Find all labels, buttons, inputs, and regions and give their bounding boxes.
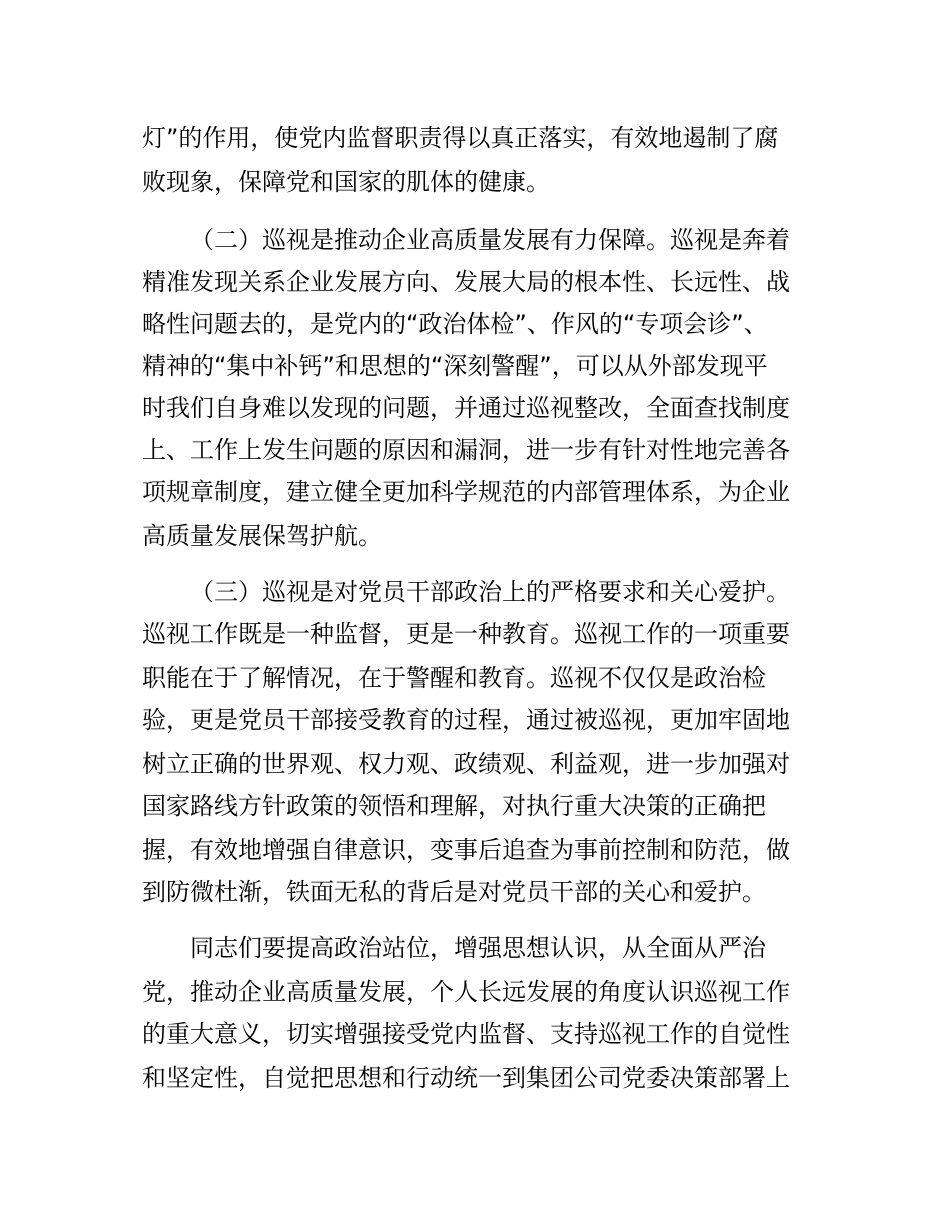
text-line: 巡视工作既是一种监督，更是一种教育。巡视工作的一项重要 (142, 620, 790, 648)
text-line: 的重大意义，切实增强接受党内监督、支持巡视工作的自觉性 (142, 1020, 790, 1048)
text-line: 败现象，保障党和国家的肌体的健康。 (142, 168, 550, 196)
text-line: 职能在于了解情况，在于警醒和教育。巡视不仅仅是政治检 (142, 664, 766, 692)
text-line: 上、工作上发生问题的原因和漏洞，进一步有针对性地完善各 (142, 436, 790, 464)
text-line: 党，推动企业高质量发展，个人长远发展的角度认识巡视工作 (142, 978, 790, 1006)
text-line: 精准发现关系企业发展方向、发展大局的根本性、长远性、战 (142, 268, 790, 296)
paragraph-start-line: 同志们要提高政治站位，增强思想认识，从全面从严治 (190, 934, 766, 962)
text-line: 握，有效地增强自律意识，变事后追查为事前控制和防范，做 (142, 836, 790, 864)
text-line: 和坚定性，自觉把思想和行动统一到集团公司党委决策部署上 (142, 1064, 790, 1092)
text-line: 树立正确的世界观、权力观、政绩观、利益观，进一步加强对 (142, 750, 790, 778)
text-line: 精神的“集中补钙”和思想的“深刻警醒”，可以从外部发现平 (142, 352, 768, 380)
text-line: 时我们自身难以发现的问题，并通过巡视整改，全面查找制度 (142, 394, 790, 422)
text-line: 略性问题去的，是党内的“政治体检”、作风的“专项会诊”、 (142, 310, 768, 338)
text-line: 灯”的作用，使党内监督职责得以真正落实，有效地遏制了腐 (142, 124, 779, 152)
text-line: 高质量发展保驾护航。 (142, 522, 382, 550)
text-line: 国家路线方针政策的领悟和理解，对执行重大决策的正确把 (142, 792, 766, 820)
text-line: 到防微杜渐，铁面无私的背后是对党员干部的关心和爱护。 (142, 878, 766, 906)
paragraph-heading-line: （三）巡视是对党员干部政治上的严格要求和关心爱护。 (190, 578, 790, 606)
text-line: 验，更是党员干部接受教育的过程，通过被巡视，更加牢固地 (142, 706, 790, 734)
text-line: 项规章制度，建立健全更加科学规范的内部管理体系，为企业 (142, 478, 790, 506)
paragraph-heading-line: （二）巡视是推动企业高质量发展有力保障。巡视是奔着 (190, 226, 790, 254)
